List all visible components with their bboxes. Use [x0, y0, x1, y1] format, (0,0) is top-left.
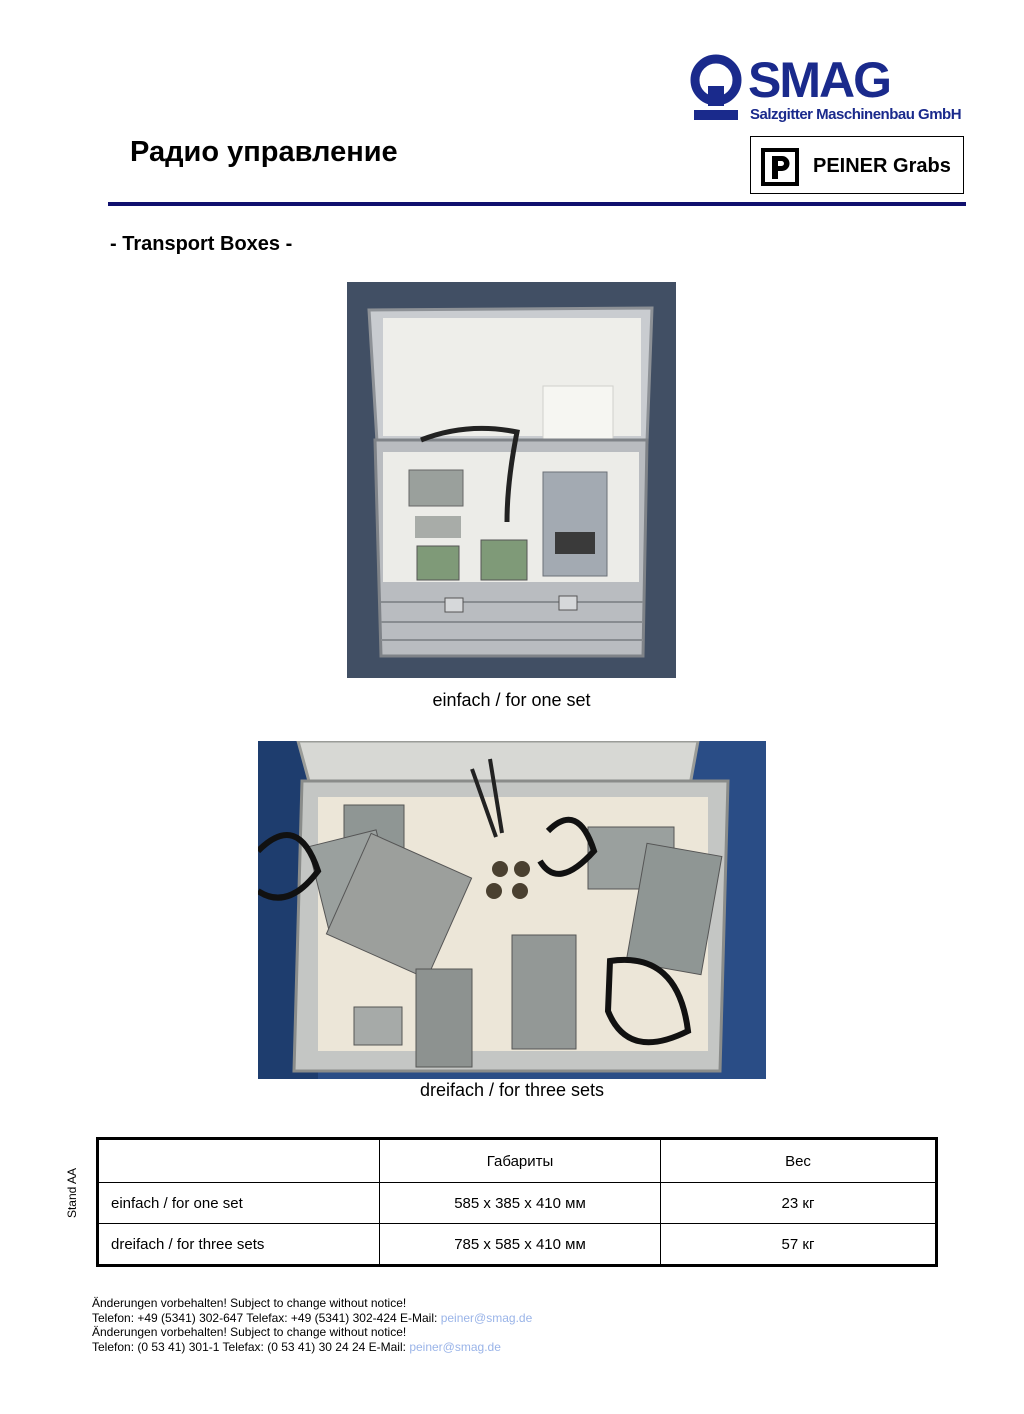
smag-logo-icon [690, 54, 746, 124]
table-cell: 23 кг [661, 1183, 937, 1224]
footer-contact-text: Telefon: +49 (5341) 302-647 Telefax: +49 (5341) 302-424 E-Mail: [92, 1310, 441, 1325]
peiner-p-icon [761, 148, 799, 186]
peiner-grabs-badge [750, 136, 964, 194]
table-cell: dreifach / for three sets [98, 1224, 380, 1266]
footer-notice: Änderungen vorbehalten! Subject to change without notice! [92, 1296, 407, 1310]
table-header-cell: Габариты [380, 1139, 661, 1183]
transport-box-specs-table [96, 1137, 938, 1267]
footer [92, 1296, 532, 1354]
photo-single-set-box [347, 282, 676, 678]
header-divider [108, 202, 966, 206]
table-row [98, 1183, 937, 1224]
footer-notice: Änderungen vorbehalten! Subject to change without notice! [92, 1325, 407, 1340]
brand-subtitle: Salzgitter Maschinenbau GmbH [750, 106, 962, 123]
footer-contact [92, 1311, 532, 1326]
brand-name: SMAG [748, 52, 890, 108]
table-cell: 785 x 585 x 410 мм [380, 1224, 661, 1266]
photo-caption-single: einfach / for one set [432, 690, 591, 710]
table-row [98, 1224, 937, 1266]
page-title: Радио управление [130, 136, 398, 168]
stand-label: Stand AA [65, 1167, 79, 1219]
section-title: - Transport Boxes - [110, 233, 293, 255]
peiner-label: PEINER Grabs [813, 155, 951, 177]
table-header-row [98, 1139, 937, 1183]
table-header-cell: Вес [661, 1139, 937, 1183]
table-header-cell [98, 1139, 380, 1183]
table-cell: 585 x 385 x 410 мм [380, 1183, 661, 1224]
email-link[interactable]: peiner@smag.de [440, 1310, 533, 1325]
table-cell: 57 кг [661, 1224, 937, 1266]
photo-caption-three: dreifach / for three sets [419, 1080, 605, 1100]
photo-three-set-box [258, 741, 766, 1079]
footer-contact-text: Telefon: (0 53 41) 301-1 Telefax: (0 53 41) 30 24 24 E-Mail: [92, 1339, 410, 1354]
email-link[interactable]: peiner@smag.de [409, 1339, 501, 1354]
smag-logo [690, 52, 970, 130]
table-cell: einfach / for one set [98, 1183, 380, 1224]
footer-contact [92, 1340, 532, 1355]
